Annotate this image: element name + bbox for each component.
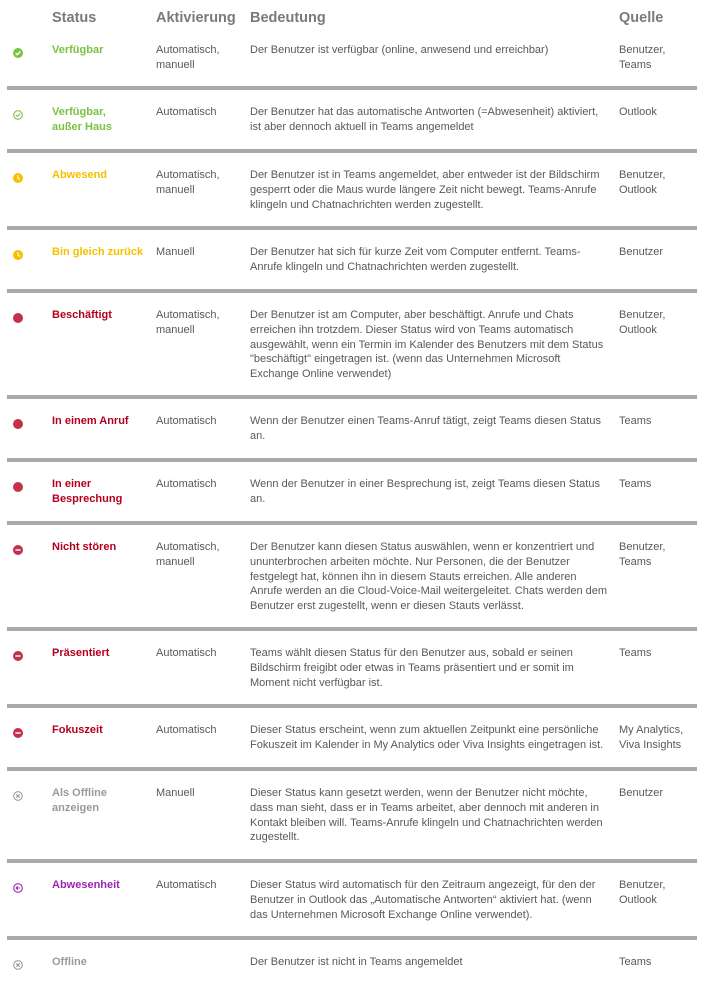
- row-divider: [7, 458, 697, 462]
- do-not-disturb-icon: [13, 545, 23, 555]
- activation-cell: Automatisch, manuell: [156, 169, 220, 196]
- row-divider: [7, 86, 697, 90]
- row-divider: [7, 226, 697, 230]
- source-cell: Benutzer, Outlook: [619, 169, 666, 196]
- meaning-cell: Der Benutzer ist am Computer, aber beschäftigt. Anrufe und Chats erreichen ihn trotzdem. Dieser Status wird von Teams automatisch ausgewählt, wenn ein Termin im Kalender des Benutzers mit dem Status "beschäftigt" eingetragen ist. (wenn das Unternehmen Microsoft Exchange Online verwendet): [250, 309, 604, 381]
- status-name: Präsentiert: [52, 647, 110, 659]
- presenting-icon: [13, 651, 23, 661]
- away-clock-icon: [13, 173, 23, 183]
- source-cell: Benutzer, Teams: [619, 44, 666, 71]
- row-divider: [7, 395, 697, 399]
- meaning-cell: Dieser Status kann gesetzt werden, wenn der Benutzer nicht möchte, dass man sieht, dass er in Teams arbeitet, aber dennoch mit anderen in Kontakt bleiben will. Teams-Anrufe klingeln und Chatnachrichten werden zugestellt.: [250, 787, 603, 844]
- source-cell: My Analytics, Viva Insights: [619, 724, 684, 751]
- meaning-cell: Dieser Status wird automatisch für den Zeitraum angezeigt, für den der Benutzer in Outlook das „Automatische Antworten“ aktiviert hat. (wenn das Unternehmen Microsoft Exchange Online verwendet).: [250, 879, 596, 921]
- row-divider: [7, 704, 697, 708]
- activation-cell: Manuell: [156, 246, 195, 258]
- meaning-cell: Der Benutzer kann diesen Status auswählen, wenn er konzentriert und ununterbrochen arbeiten möchte. Nur Personen, die der Benutzer festgelegt hat, können ihn in diesem Stauts erreichen. Alle anderen Anrufe werden an die Cloud-Voice-Mail weitergeleitet. Chats werden dem Benutzer erst zugestellt, wenn er diesen Stauts verlässt.: [250, 541, 608, 613]
- source-cell: Teams: [619, 415, 652, 427]
- status-name: Offline: [52, 956, 87, 968]
- status-name: Verfügbar: [52, 44, 104, 56]
- activation-cell: Automatisch: [156, 724, 217, 736]
- header-bedeutung: Bedeutung: [250, 10, 326, 26]
- source-cell: Benutzer: [619, 787, 664, 799]
- meaning-cell: Der Benutzer hat das automatische Antworten (=Abwesenheit) aktiviert, ist aber dennoch aktuell in Teams angemeldet: [250, 106, 599, 133]
- status-name: Bin gleich zurück: [52, 246, 144, 258]
- status-name: Fokuszeit: [52, 724, 103, 736]
- activation-cell: Manuell: [156, 787, 195, 799]
- source-cell: Benutzer, Outlook: [619, 309, 666, 336]
- source-cell: Teams: [619, 647, 652, 659]
- status-name: Nicht stören: [52, 541, 117, 553]
- header-status: Status: [52, 10, 97, 26]
- meaning-cell: Teams wählt diesen Status für den Benutzer aus, sobald er seinen Bildschirm freigibt oder etwas in Teams präsentiert und er somit im Moment nicht verfügbar ist.: [250, 647, 574, 689]
- row-divider: [7, 149, 697, 153]
- in-a-call-dot-icon: [13, 419, 23, 429]
- be-right-back-clock-icon: [13, 250, 23, 260]
- status-name: Beschäftigt: [52, 309, 112, 321]
- status-name: Abwesenheit: [52, 879, 120, 891]
- source-cell: Teams: [619, 478, 652, 490]
- status-name: Als Offline anzeigen: [52, 787, 108, 814]
- source-cell: Benutzer, Teams: [619, 541, 666, 568]
- activation-cell: Automatisch: [156, 879, 217, 891]
- source-cell: Teams: [619, 956, 652, 968]
- row-divider: [7, 627, 697, 631]
- row-divider: [7, 521, 697, 525]
- table-header: [0, 0, 706, 38]
- meaning-cell: Der Benutzer ist in Teams angemeldet, aber entweder ist der Bildschirm gesperrt oder die Maus wurde längere Zeit nicht bewegt. Teams-Anrufe klingeln und Chatnachrichten werden zugestellt.: [250, 169, 600, 211]
- focus-time-icon: [13, 728, 23, 738]
- busy-dot-icon: [13, 313, 23, 323]
- in-a-meeting-dot-icon: [13, 482, 23, 492]
- status-name: In einer Besprechung: [52, 478, 123, 505]
- activation-cell: Automatisch, manuell: [156, 44, 220, 71]
- status-name: Verfügbar, außer Haus: [52, 106, 112, 133]
- meaning-cell: Wenn der Benutzer einen Teams-Anruf tätigt, zeigt Teams diesen Status an.: [250, 415, 601, 442]
- source-cell: Benutzer: [619, 246, 664, 258]
- meaning-cell: Wenn der Benutzer in einer Besprechung ist, zeigt Teams diesen Status an.: [250, 478, 600, 505]
- available-check-icon: [13, 48, 23, 58]
- appear-offline-icon: [13, 791, 23, 801]
- row-divider: [7, 289, 697, 293]
- activation-cell: Automatisch: [156, 106, 217, 118]
- activation-cell: Automatisch: [156, 647, 217, 659]
- activation-cell: Automatisch, manuell: [156, 309, 220, 336]
- meaning-cell: Dieser Status erscheint, wenn zum aktuellen Zeitpunkt eine persönliche Fokuszeit im Kalender in My Analytics oder Viva Insights eingetragen ist.: [250, 724, 604, 751]
- header-aktivierung: Aktivierung: [156, 10, 236, 26]
- activation-cell: Automatisch: [156, 415, 217, 427]
- source-cell: Outlook: [619, 106, 657, 118]
- activation-cell: Automatisch, manuell: [156, 541, 220, 568]
- header-quelle: Quelle: [619, 10, 664, 26]
- row-divider: [7, 767, 697, 771]
- status-name: In einem Anruf: [52, 415, 129, 427]
- available-out-of-office-icon: [13, 110, 23, 120]
- activation-cell: Automatisch: [156, 478, 217, 490]
- meaning-cell: Der Benutzer hat sich für kurze Zeit vom Computer entfernt. Teams-Anrufe klingeln und Chatnachrichten werden zugestellt.: [250, 246, 581, 273]
- offline-x-icon: [13, 960, 23, 970]
- row-divider: [7, 859, 697, 863]
- out-of-office-arrow-icon: [13, 883, 23, 893]
- source-cell: Benutzer, Outlook: [619, 879, 666, 906]
- meaning-cell: Der Benutzer ist verfügbar (online, anwesend und erreichbar): [250, 44, 549, 56]
- status-name: Abwesend: [52, 169, 108, 181]
- meaning-cell: Der Benutzer ist nicht in Teams angemeldet: [250, 956, 463, 968]
- row-divider: [7, 936, 697, 940]
